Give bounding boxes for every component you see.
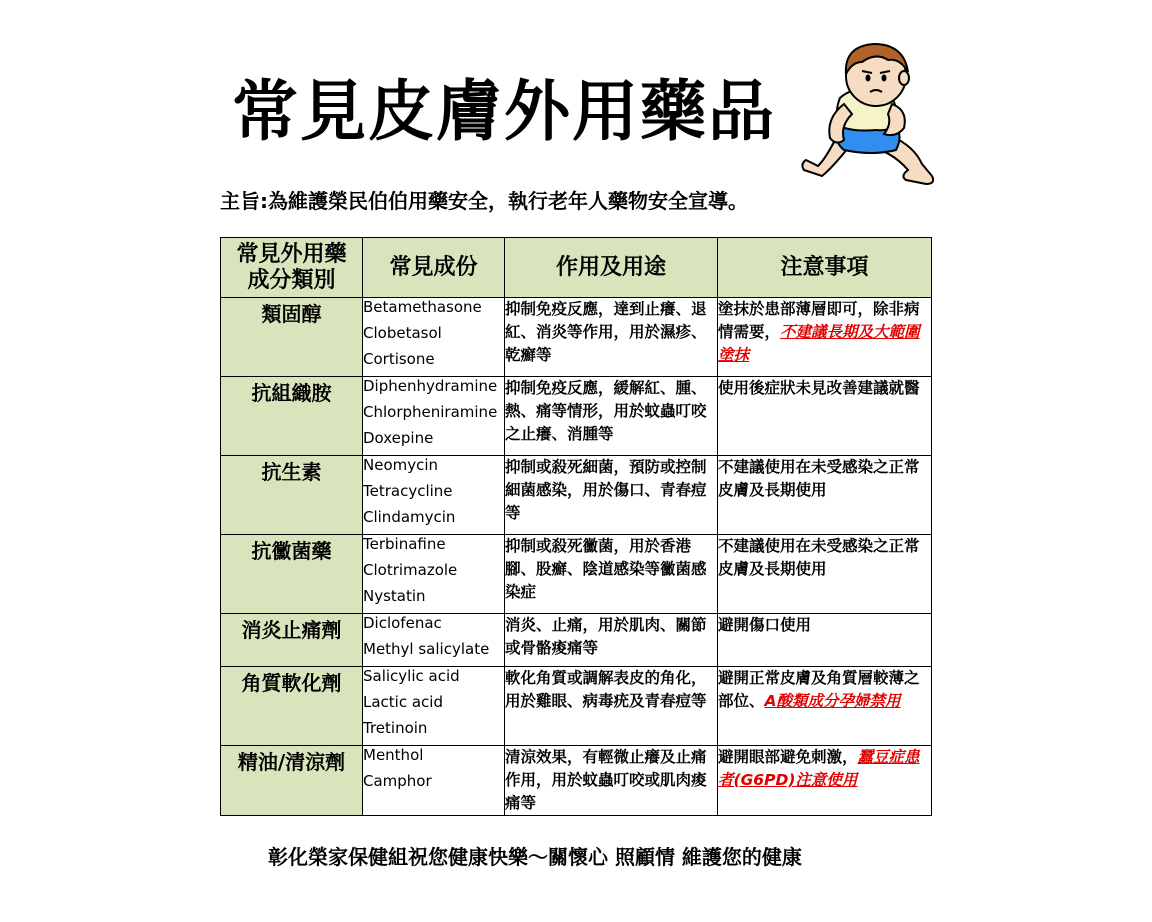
usage-cell: 抑制免疫反應，緩解紅、腫、熱、痛等情形，用於蚊蟲叮咬之止癢、消腫等 xyxy=(505,377,718,456)
header-category-line1: 常見外用藥 xyxy=(236,241,347,267)
notes-cell xyxy=(718,746,932,816)
note-text: 不建議使用在未受感染之正常皮膚及長期使用 xyxy=(718,537,920,578)
ingredient: Tetracycline xyxy=(363,482,453,500)
ingredient: Diphenhydramine xyxy=(363,377,498,395)
notes-cell xyxy=(718,535,932,614)
ingredient: Clobetasol xyxy=(363,324,442,342)
ingredient: Doxepine xyxy=(363,429,434,447)
notes-cell xyxy=(718,667,932,746)
boy-scratching-illustration xyxy=(796,38,942,186)
ingredient: Clotrimazole xyxy=(363,561,458,579)
header-category-line2: 成分類別 xyxy=(247,267,336,293)
ingredient: Diclofenac xyxy=(363,614,442,632)
ingredients-cell xyxy=(363,746,505,816)
header-ingredient: 常見成份 xyxy=(363,238,505,298)
category-cell: 角質軟化劑 xyxy=(221,667,363,746)
subtitle: 主旨:為維護榮民伯伯用藥安全，執行老年人藥物安全宣導。 xyxy=(220,189,748,213)
ingredients-cell xyxy=(363,377,505,456)
ingredient: Terbinafine xyxy=(363,535,446,553)
notes-cell xyxy=(718,377,932,456)
category-cell: 抗生素 xyxy=(221,456,363,535)
table-row xyxy=(221,614,932,667)
ingredient: Lactic acid xyxy=(363,693,443,711)
usage-cell: 軟化角質或調解表皮的角化，用於雞眼、病毒疣及青春痘等 xyxy=(505,667,718,746)
topical-drug-table xyxy=(220,237,932,816)
ingredient: Cortisone xyxy=(363,350,435,368)
warning-text: A酸類成分孕婦禁用 xyxy=(764,692,901,710)
notes-cell xyxy=(718,298,932,377)
usage-cell: 消炎、止痛，用於肌肉、關節或骨骼痠痛等 xyxy=(505,614,718,667)
usage-cell: 抑制免疫反應，達到止癢、退紅、消炎等作用，用於濕疹、乾癬等 xyxy=(505,298,718,377)
note-text: 避開正常皮膚及角質層較薄之部位、 xyxy=(718,669,920,710)
ingredient: Salicylic acid xyxy=(363,667,460,685)
table-header-row xyxy=(221,238,932,298)
ingredient: Clindamycin xyxy=(363,508,456,526)
ingredients-cell xyxy=(363,614,505,667)
header-notes: 注意事項 xyxy=(718,238,932,298)
header-usage: 作用及用途 xyxy=(505,238,718,298)
category-cell: 抗黴菌藥 xyxy=(221,535,363,614)
ingredient: Camphor xyxy=(363,772,432,790)
ingredient: Neomycin xyxy=(363,456,439,474)
ingredient: Menthol xyxy=(363,746,424,764)
footer-slogan: 彰化榮家保健組祝您健康快樂～關懷心 照顧情 維護您的健康 xyxy=(268,845,802,869)
category-cell: 消炎止痛劑 xyxy=(221,614,363,667)
ingredients-cell xyxy=(363,456,505,535)
ingredients-cell xyxy=(363,535,505,614)
header-category xyxy=(221,238,363,298)
ingredient: Tretinoin xyxy=(363,719,428,737)
ingredient: Betamethasone xyxy=(363,298,482,316)
page-title: 常見皮膚外用藥品 xyxy=(232,73,776,150)
category-cell: 抗組織胺 xyxy=(221,377,363,456)
table-row xyxy=(221,535,932,614)
note-text: 塗抹於患部薄層即可，除非病情需要， xyxy=(718,300,920,341)
table-row xyxy=(221,456,932,535)
ingredient: Chlorpheniramine xyxy=(363,403,498,421)
category-cell: 精油/清涼劑 xyxy=(221,746,363,816)
ingredients-cell xyxy=(363,667,505,746)
usage-cell: 清涼效果，有輕微止癢及止痛作用，用於蚊蟲叮咬或肌肉痠痛等 xyxy=(505,746,718,816)
note-text: 使用後症狀未見改善建議就醫 xyxy=(718,379,920,397)
usage-cell: 抑制或殺死細菌，預防或控制細菌感染，用於傷口、青春痘等 xyxy=(505,456,718,535)
table-row xyxy=(221,667,932,746)
table-row xyxy=(221,298,932,377)
ingredients-cell xyxy=(363,298,505,377)
notes-cell xyxy=(718,456,932,535)
note-text: 避開眼部避免刺激， xyxy=(718,748,858,766)
table-row xyxy=(221,746,932,816)
ingredient: Methyl salicylate xyxy=(363,640,490,658)
note-text: 避開傷口使用 xyxy=(718,616,812,634)
warning-text: 不建議長期及大範圍塗抹 xyxy=(718,323,920,364)
usage-cell: 抑制或殺死黴菌，用於香港腳、股癬、陰道感染等黴菌感染症 xyxy=(505,535,718,614)
warning-text: 蠶豆症患者(G6PD)注意使用 xyxy=(718,748,920,789)
notes-cell xyxy=(718,614,932,667)
table-row xyxy=(221,377,932,456)
note-text: 不建議使用在未受感染之正常皮膚及長期使用 xyxy=(718,458,920,499)
category-cell: 類固醇 xyxy=(221,298,363,377)
ingredient: Nystatin xyxy=(363,587,426,605)
